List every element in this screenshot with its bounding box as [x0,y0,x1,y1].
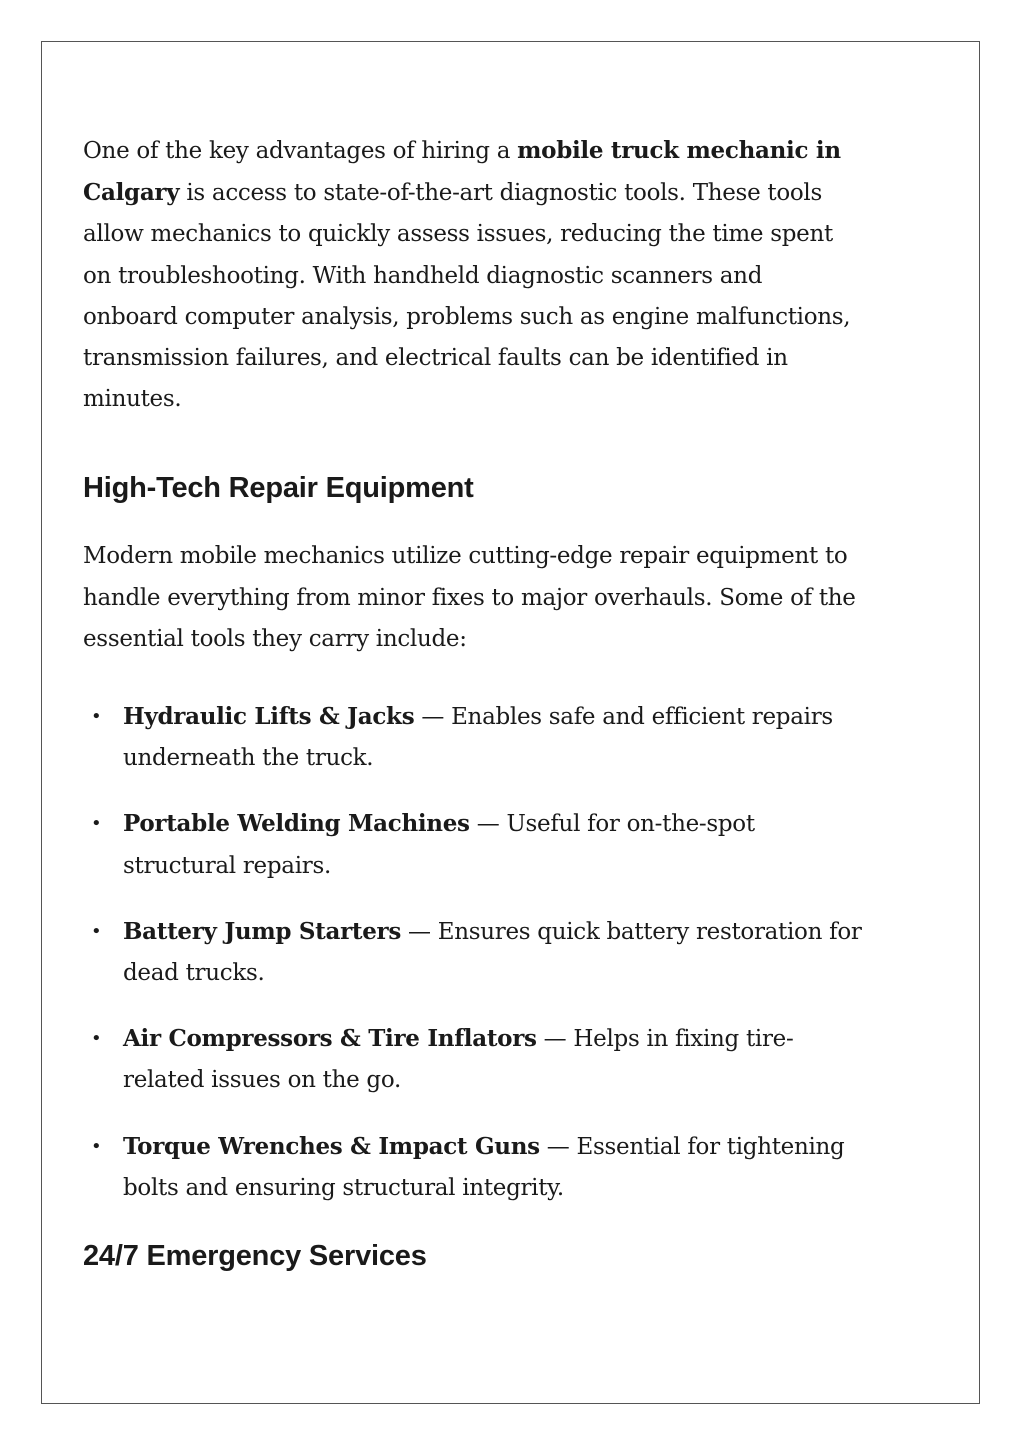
bullet-icon: • [91,813,102,835]
list-item-text: — Enables safe and efficient repairs underneath the truck. [123,704,833,772]
document-content [83,130,863,1273]
list-item-title: Battery Jump Starters [123,917,402,945]
list-item-title: Hydraulic Lifts & Jacks [123,703,415,731]
bullet-icon: • [91,706,102,728]
hightech-paragraph: Modern mobile mechanics utilize cutting-edge repair equipment to handle everything from minor fixes to major overhauls. Some of the essential tools they carry include: [83,543,856,652]
list-item [83,911,863,994]
list-item [83,1126,863,1209]
list-item-title: Air Compressors & Tire Inflators [123,1025,537,1053]
equipment-list [83,696,863,1209]
intro-paragraph [83,130,863,420]
list-item-text: — Helps in fixing tire-related issues on the go. [123,1026,794,1094]
intro-text-before: One of the key advantages of hiring a [83,138,518,164]
list-item [83,696,863,779]
list-item-title: Portable Welding Machines [123,810,470,838]
intro-text-after: is access to state-of-the-art diagnostic tools. These tools allow mechanics to quickly assess issues, reducing the time spent on troubleshooting. With handheld diagnostic scanners and onboard computer analysis, problems such as engine malfunctions, transmission failures, and electrical faults can be identified in minutes. [83,180,851,413]
bullet-icon: • [91,1135,102,1157]
section-heading-hightech: High-Tech Repair Equipment [83,472,474,505]
bullet-icon: • [91,920,102,942]
list-item [83,803,863,886]
list-item-text: — Ensures quick battery restoration for dead trucks. [123,918,862,987]
intro-bold-keyword: mobile truck mechanic in Calgary [83,137,841,207]
list-item-text: — Useful for on-the-spot structural repairs. [123,811,755,879]
list-item-title: Torque Wrenches & Impact Guns [123,1132,540,1160]
bullet-icon: • [91,1028,102,1050]
list-item-text: — Essential for tightening bolts and ensuring structural integrity. [123,1133,845,1201]
list-item [83,1018,863,1101]
section-heading-emergency: 24/7 Emergency Services [83,1240,427,1273]
